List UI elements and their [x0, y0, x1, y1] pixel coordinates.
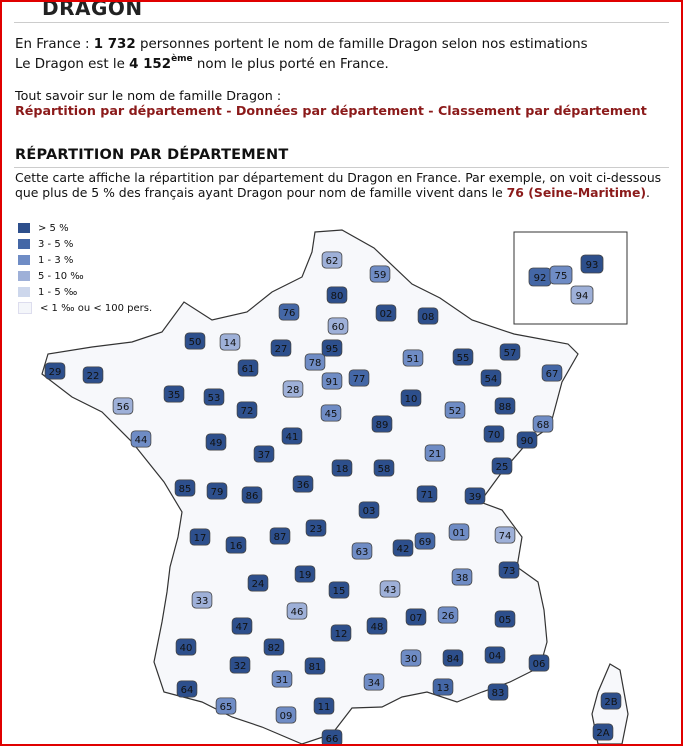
department-19[interactable] [295, 566, 315, 582]
department-46[interactable] [287, 603, 307, 619]
department-43[interactable] [380, 581, 400, 597]
department-code: 66 [325, 734, 339, 744]
department-code: 74 [498, 531, 512, 542]
department-44[interactable] [131, 431, 151, 447]
department-06[interactable] [529, 655, 549, 671]
department-77[interactable] [349, 370, 369, 386]
department-54[interactable] [481, 370, 501, 386]
department-code: 89 [375, 420, 389, 431]
department-code: 40 [179, 643, 193, 654]
department-91[interactable] [322, 373, 342, 389]
department-81[interactable] [305, 658, 325, 674]
department-code: 41 [285, 432, 299, 443]
department-code: 15 [332, 586, 346, 597]
department-60[interactable] [328, 318, 348, 334]
department-66[interactable] [322, 730, 342, 744]
department-code: 47 [235, 622, 249, 633]
department-code: 82 [267, 643, 281, 654]
department-83[interactable] [488, 684, 508, 700]
department-90[interactable] [517, 432, 537, 448]
department-code: 94 [575, 291, 589, 302]
department-74[interactable] [495, 527, 515, 543]
department-89[interactable] [372, 416, 392, 432]
department-code: 64 [180, 685, 194, 696]
department-03[interactable] [359, 502, 379, 518]
department-12[interactable] [331, 625, 351, 641]
department-code: 51 [406, 354, 420, 365]
department-86[interactable] [242, 487, 262, 503]
department-58[interactable] [374, 460, 394, 476]
department-84[interactable] [443, 650, 463, 666]
department-08[interactable] [418, 308, 438, 324]
department-code: 95 [325, 344, 339, 355]
department-15[interactable] [329, 582, 349, 598]
department-75[interactable] [550, 266, 572, 284]
department-55[interactable] [453, 349, 473, 365]
surname-title: DRAGON [42, 0, 143, 20]
department-code: 91 [325, 377, 339, 388]
link-repartition[interactable]: Répartition par département [15, 103, 222, 118]
department-93[interactable] [581, 255, 603, 273]
department-code: 03 [362, 506, 376, 517]
department-61[interactable] [238, 360, 258, 376]
department-code: 23 [309, 524, 323, 535]
department-17[interactable] [190, 529, 210, 545]
department-code: 58 [377, 464, 391, 475]
department-code: 72 [240, 406, 254, 417]
department-code: 81 [308, 662, 322, 673]
legend-item: 1 - 5 ‰ [18, 284, 152, 300]
department-code: 63 [355, 547, 369, 558]
department-code: 31 [275, 675, 289, 686]
department-28[interactable] [283, 381, 303, 397]
department-05[interactable] [495, 611, 515, 627]
department-code: 84 [446, 654, 460, 665]
department-code: 54 [484, 374, 498, 385]
department-code: 50 [188, 337, 202, 348]
department-82[interactable] [264, 639, 284, 655]
department-code: 86 [245, 491, 259, 502]
department-code: 01 [452, 528, 466, 539]
department-code: 07 [409, 613, 423, 624]
department-code: 83 [491, 688, 505, 699]
department-92[interactable] [529, 268, 551, 286]
department-56[interactable] [113, 398, 133, 414]
legend-item: < 1 ‰ ou < 100 pers. [18, 300, 152, 316]
highlight-department: 76 (Seine-Maritime) [506, 185, 647, 200]
department-51[interactable] [403, 350, 423, 366]
department-59[interactable] [370, 266, 390, 282]
intro-line-2: Le Dragon est le 4 152ème nom le plus porté en France. [15, 54, 389, 72]
department-code: 02 [379, 309, 393, 320]
department-41[interactable] [282, 428, 302, 444]
department-code: 21 [428, 449, 442, 460]
department-36[interactable] [293, 476, 313, 492]
department-21[interactable] [425, 445, 445, 461]
department-02[interactable] [376, 305, 396, 321]
department-95[interactable] [322, 340, 342, 356]
department-29[interactable] [45, 363, 65, 379]
department-47[interactable] [232, 618, 252, 634]
department-01[interactable] [449, 524, 469, 540]
department-49[interactable] [206, 434, 226, 450]
department-code: 53 [207, 393, 221, 404]
department-code: 38 [455, 573, 469, 584]
nav-links: Répartition par département - Données par département - Classement par département [15, 103, 647, 118]
department-34[interactable] [364, 674, 384, 690]
department-87[interactable] [270, 528, 290, 544]
department-2A[interactable] [593, 724, 613, 740]
department-code: 14 [223, 338, 237, 349]
department-23[interactable] [306, 520, 326, 536]
department-code: 69 [418, 537, 432, 548]
department-code: 36 [296, 480, 310, 491]
department-code: 80 [330, 291, 344, 302]
department-code: 55 [456, 353, 470, 364]
department-code: 87 [273, 532, 287, 543]
department-80[interactable] [327, 287, 347, 303]
department-50[interactable] [185, 333, 205, 349]
department-57[interactable] [500, 344, 520, 360]
section-description: Cette carte affiche la répartition par département du Dragon en France. Par exemple, on voit ci-dessous que plus de 5 % des français ayant Dragon pour nom de famille vivent dans le 76 (Seine-Maritime). [15, 170, 662, 200]
department-65[interactable] [216, 698, 236, 714]
department-2B[interactable] [601, 693, 621, 709]
department-32[interactable] [230, 657, 250, 673]
department-78[interactable] [305, 354, 325, 370]
legend-item: > 5 % [18, 220, 152, 236]
department-11[interactable] [314, 698, 334, 714]
department-38[interactable] [452, 569, 472, 585]
department-code: 90 [520, 436, 534, 447]
department-code: 16 [229, 541, 243, 552]
department-code: 56 [116, 402, 130, 413]
department-code: 71 [420, 490, 434, 501]
department-13[interactable] [433, 679, 453, 695]
department-33[interactable] [192, 592, 212, 608]
department-code: 25 [495, 462, 509, 473]
department-10[interactable] [401, 390, 421, 406]
department-code: 05 [498, 615, 512, 626]
department-code: 85 [178, 484, 192, 495]
department-37[interactable] [254, 446, 274, 462]
department-45[interactable] [321, 405, 341, 421]
department-code: 68 [536, 420, 550, 431]
department-code: 2B [604, 697, 618, 708]
person-count: 1 732 [93, 37, 136, 52]
department-code: 61 [241, 364, 255, 375]
department-code: 93 [585, 260, 599, 271]
department-code: 11 [317, 702, 331, 713]
department-30[interactable] [401, 650, 421, 666]
department-04[interactable] [485, 647, 505, 663]
department-52[interactable] [445, 402, 465, 418]
department-72[interactable] [237, 402, 257, 418]
department-code: 33 [195, 596, 209, 607]
department-code: 04 [488, 651, 502, 662]
department-code: 37 [257, 450, 271, 461]
department-code: 06 [532, 659, 546, 670]
department-16[interactable] [226, 537, 246, 553]
department-62[interactable] [322, 252, 342, 268]
department-70[interactable] [484, 426, 504, 442]
department-code: 52 [448, 406, 462, 417]
department-code: 88 [498, 402, 512, 413]
department-27[interactable] [271, 340, 291, 356]
department-25[interactable] [492, 458, 512, 474]
rank-value: 4 152 [129, 57, 172, 72]
department-76[interactable] [279, 304, 299, 320]
department-code: 79 [210, 487, 224, 498]
department-code: 18 [335, 464, 349, 475]
department-code: 13 [436, 683, 450, 694]
department-code: 09 [279, 711, 293, 722]
department-code: 73 [502, 566, 516, 577]
department-code: 26 [441, 611, 455, 622]
department-code: 19 [298, 570, 312, 581]
department-code: 35 [167, 390, 181, 401]
department-code: 62 [325, 256, 339, 267]
department-code: 48 [370, 622, 384, 633]
department-code: 10 [404, 394, 418, 405]
department-code: 39 [468, 492, 482, 503]
department-code: 75 [554, 271, 568, 282]
department-code: 70 [487, 430, 501, 441]
department-07[interactable] [406, 609, 426, 625]
department-14[interactable] [220, 334, 240, 350]
department-code: 76 [282, 308, 296, 319]
department-code: 57 [503, 348, 517, 359]
department-code: 44 [134, 435, 148, 446]
department-40[interactable] [176, 639, 196, 655]
department-09[interactable] [276, 707, 296, 723]
department-69[interactable] [415, 533, 435, 549]
department-39[interactable] [465, 488, 485, 504]
department-code: 28 [286, 385, 300, 396]
department-64[interactable] [177, 681, 197, 697]
department-code: 49 [209, 438, 223, 449]
department-code: 59 [373, 270, 387, 281]
link-donnees[interactable]: Données par département [235, 103, 424, 118]
department-67[interactable] [542, 365, 562, 381]
department-code: 17 [193, 533, 207, 544]
department-42[interactable] [393, 540, 413, 556]
section-title: RÉPARTITION PAR DÉPARTEMENT [15, 147, 289, 163]
department-48[interactable] [367, 618, 387, 634]
legend-item: 5 - 10 ‰ [18, 268, 152, 284]
department-71[interactable] [417, 486, 437, 502]
department-35[interactable] [164, 386, 184, 402]
department-68[interactable] [533, 416, 553, 432]
department-code: 08 [421, 312, 435, 323]
department-73[interactable] [499, 562, 519, 578]
department-code: 46 [290, 607, 304, 618]
france-map [2, 2, 681, 744]
department-88[interactable] [495, 398, 515, 414]
department-code: 30 [404, 654, 418, 665]
department-22[interactable] [83, 367, 103, 383]
department-24[interactable] [248, 575, 268, 591]
department-26[interactable] [438, 607, 458, 623]
link-classement[interactable]: Classement par département [438, 103, 647, 118]
department-code: 24 [251, 579, 265, 590]
intro-line-1: En France : 1 732 personnes portent le nom de famille Dragon selon nos estimations [15, 37, 588, 52]
department-code: 42 [396, 544, 410, 555]
department-code: 2A [596, 728, 610, 739]
legend-item: 1 - 3 % [18, 252, 152, 268]
department-code: 34 [367, 678, 381, 689]
department-code: 77 [352, 374, 366, 385]
department-94[interactable] [571, 286, 593, 304]
department-79[interactable] [207, 483, 227, 499]
department-code: 78 [308, 358, 322, 369]
department-code: 43 [383, 585, 397, 596]
department-code: 92 [533, 273, 547, 284]
department-53[interactable] [204, 389, 224, 405]
department-code: 27 [274, 344, 288, 355]
department-code: 45 [324, 409, 338, 420]
department-code: 22 [86, 371, 100, 382]
department-code: 29 [48, 367, 62, 378]
department-18[interactable] [332, 460, 352, 476]
legend-item: 3 - 5 % [18, 236, 152, 252]
department-85[interactable] [175, 480, 195, 496]
department-code: 32 [233, 661, 247, 672]
more-label: Tout savoir sur le nom de famille Dragon : [15, 88, 282, 103]
department-63[interactable] [352, 543, 372, 559]
department-code: 67 [545, 369, 559, 380]
department-code: 65 [219, 702, 233, 713]
department-code: 12 [334, 629, 348, 640]
department-31[interactable] [272, 671, 292, 687]
department-code: 60 [331, 322, 345, 333]
